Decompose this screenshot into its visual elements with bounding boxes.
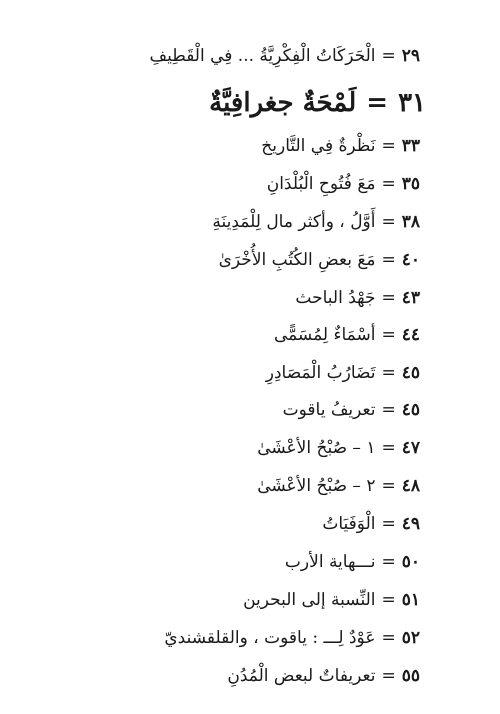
toc-entry-title: أسْمَاءٌ لِمُسَمًّى (273, 325, 376, 345)
toc-separator: = (381, 136, 396, 156)
toc-separator: = (381, 552, 396, 572)
toc-separator: = (381, 212, 396, 232)
toc-entry-title: عَوْدٌ لِـــ : ياقوت ، والقلقشنديّ (164, 628, 376, 648)
toc-entry (283, 398, 420, 422)
toc-entry (322, 512, 420, 536)
toc-page-number: ٤٣ (401, 288, 420, 308)
toc-separator: = (381, 514, 396, 534)
toc-entry-title: تعريفُ ياقوت (282, 400, 376, 420)
toc-separator: = (381, 628, 396, 648)
toc-entry-title: ١ – صُبْحُ الأعْشَىٰ (257, 438, 376, 458)
toc-entry (212, 210, 420, 234)
toc-entry (164, 626, 420, 650)
toc-separator: = (381, 590, 396, 610)
toc-page-number: ٣١ (398, 88, 426, 118)
toc-entry (267, 172, 420, 196)
toc-page-number: ٥٠ (401, 552, 420, 572)
toc-section-heading (209, 86, 426, 120)
toc-entry (266, 361, 420, 385)
toc-separator: = (381, 325, 396, 345)
toc-page-number: ٣٨ (401, 212, 420, 232)
toc-separator: = (381, 174, 396, 194)
toc-entry-title: النِّسبة إلى البحرين (243, 590, 376, 610)
toc-entry-title: ٢ – صُبْحُ الأعْشَىٰ (257, 476, 376, 496)
toc-entry (257, 436, 420, 460)
toc-entry (219, 248, 420, 272)
toc-page-number: ٣٣ (401, 136, 420, 156)
toc-page-number: ٤٠ (401, 250, 420, 270)
toc-separator: = (381, 666, 396, 686)
toc-page-number: ٥٥ (401, 666, 420, 686)
toc-entry (295, 286, 420, 310)
toc-separator: = (381, 400, 396, 420)
toc-page-number: ٤٨ (401, 476, 420, 496)
toc-page-number: ٢٩ (401, 46, 420, 66)
toc-page-number: ٤٥ (401, 400, 420, 420)
toc-entry-title: نـــهاية الأرب (284, 552, 376, 572)
toc-entry (257, 474, 420, 498)
toc-entry-title: تعريفاتٌ لبعض الْمُدُنِ (227, 666, 376, 686)
toc-entry (261, 134, 420, 158)
toc-separator: = (366, 88, 389, 118)
toc-entry (150, 44, 420, 68)
toc-entry-title: نَظْرةٌ فِي التَّاريخ (261, 136, 376, 156)
toc-entry (285, 550, 420, 574)
toc-entry-title: لَمْحَةٌ جغرافِيَّةٌ (209, 88, 357, 118)
toc-separator: = (381, 46, 396, 66)
toc-entry-title: مَعَ بعضِ الكُتُبِ الأُخْرَىٰ (218, 250, 376, 270)
toc-page-number: ٥١ (401, 590, 420, 610)
toc-page-number: ٤٧ (401, 438, 420, 458)
toc-entry-title: أَوَّلُ ، وأكثر مال لِلْمَدِينَةِ (212, 212, 376, 232)
toc-entry (274, 323, 420, 347)
toc-entry (227, 664, 420, 688)
toc-entry (243, 588, 420, 612)
toc-page-number: ٤٤ (401, 325, 420, 345)
toc-page-number: ٤٥ (401, 363, 420, 383)
toc-separator: = (381, 363, 396, 383)
toc-entry-title: تَضَارُبُ الْمَصَادِرِ (265, 363, 376, 383)
toc-separator: = (381, 250, 396, 270)
toc-entry-title: الْحَرَكَاتُ الْفِكْرِيَّةُ ... فِي الْقَطِيفِ (149, 46, 376, 66)
toc-page-number: ٤٩ (401, 514, 420, 534)
toc-entry-title: جَهْدُ الباحث (295, 288, 376, 308)
toc-page-number: ٣٥ (401, 174, 420, 194)
toc-separator: = (381, 288, 396, 308)
toc-page-number: ٥٢ (401, 628, 420, 648)
toc-separator: = (381, 476, 396, 496)
toc-entry-title: الْوَفَيَاتُ (322, 514, 376, 534)
toc-entry-title: مَعَ فُتُوحِ الْبُلْدَانِ (266, 174, 376, 194)
toc-separator: = (381, 438, 396, 458)
